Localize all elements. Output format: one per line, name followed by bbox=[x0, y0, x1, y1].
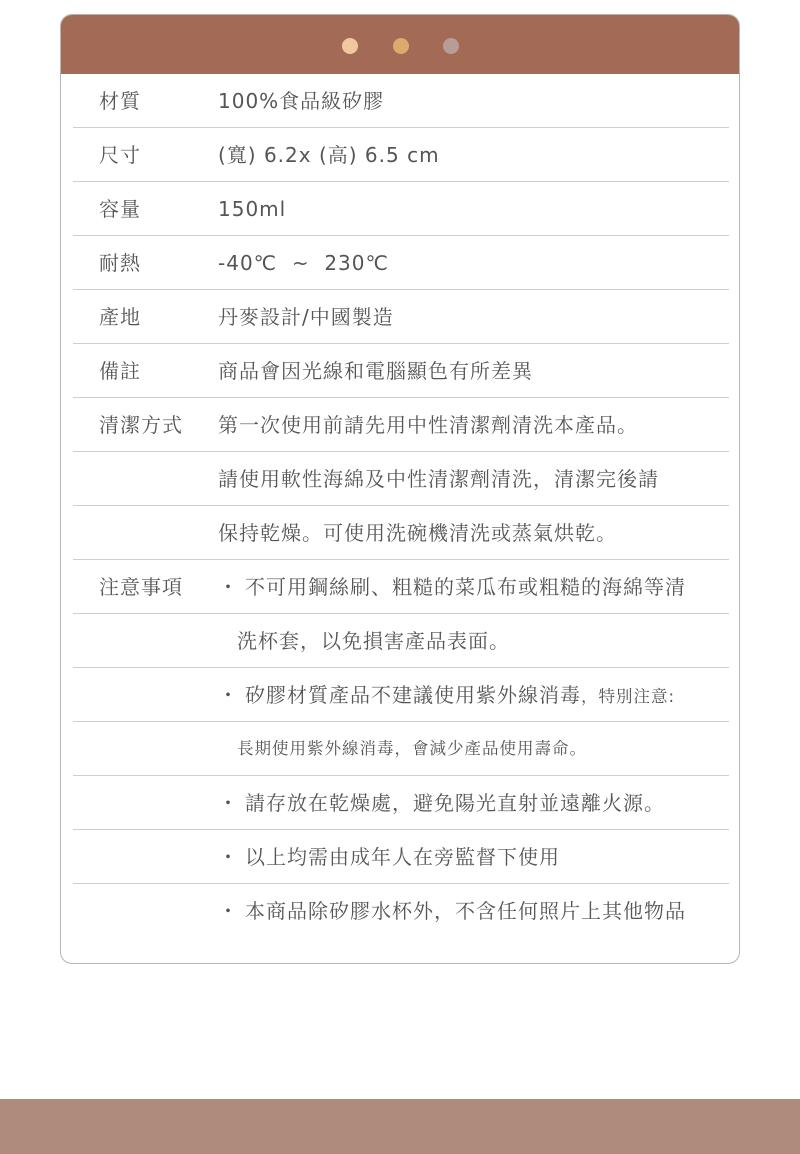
spec-row-notes-1 bbox=[73, 560, 729, 614]
footer-band bbox=[0, 1099, 800, 1154]
spec-table bbox=[73, 74, 729, 938]
spec-row-cleaning-1 bbox=[73, 398, 729, 452]
spec-row-origin bbox=[73, 290, 729, 344]
bullet-dot: ・ bbox=[218, 791, 239, 815]
spec-value-remark: 商品會因光線和電腦顯色有所差異 bbox=[218, 359, 533, 383]
spec-row-size bbox=[73, 128, 729, 182]
bullet-dot: ・ bbox=[218, 899, 239, 923]
spec-label-size: 尺寸 bbox=[99, 143, 141, 167]
notes-text-1: 不可用鋼絲刷、粗糙的菜瓜布或粗糙的海綿等清 bbox=[245, 575, 686, 599]
spec-row-capacity bbox=[73, 182, 729, 236]
spec-card bbox=[60, 14, 740, 964]
spec-label-cleaning: 清潔方式 bbox=[99, 413, 183, 437]
card-header bbox=[61, 15, 739, 74]
spec-row-notes-5 bbox=[73, 776, 729, 830]
spec-value-notes-line-7 bbox=[218, 884, 686, 938]
notes-text-7: 本商品除矽膠水杯外，不含任何照片上其他物品 bbox=[245, 899, 686, 923]
spec-row-cleaning-3 bbox=[73, 506, 729, 560]
notes-text-6: 以上均需由成年人在旁監督下使用 bbox=[245, 845, 560, 869]
spec-value-capacity: 150ml bbox=[218, 197, 287, 221]
spec-row-cleaning-2 bbox=[73, 452, 729, 506]
spec-value-cleaning-line-2: 請使用軟性海綿及中性清潔劑清洗，清潔完後請 bbox=[218, 467, 659, 491]
bullet-dot: ・ bbox=[218, 845, 239, 869]
spec-label-material: 材質 bbox=[99, 89, 141, 113]
spec-value-notes-line-3 bbox=[218, 668, 675, 724]
spec-value-notes-line-5 bbox=[218, 776, 665, 830]
spec-value-heat: -40℃ ~ 230℃ bbox=[218, 251, 389, 275]
spec-label-origin: 產地 bbox=[99, 305, 141, 329]
spec-label-heat: 耐熱 bbox=[99, 251, 141, 275]
spec-row-remark bbox=[73, 344, 729, 398]
header-dot-2 bbox=[393, 38, 409, 54]
header-dot-3 bbox=[443, 38, 459, 54]
spec-value-notes-line-4: 長期使用紫外線消毒，會減少產品使用壽命。 bbox=[237, 739, 587, 758]
spec-value-cleaning-line-3: 保持乾燥。可使用洗碗機清洗或蒸氣烘乾。 bbox=[218, 521, 617, 545]
spec-row-heat bbox=[73, 236, 729, 290]
spec-value-origin: 丹麥設計/中國製造 bbox=[218, 305, 394, 329]
spec-value-notes-line-6 bbox=[218, 830, 560, 884]
spec-row-notes-7 bbox=[73, 884, 729, 938]
bullet-dot: ・ bbox=[218, 683, 239, 707]
spec-value-notes-line-1 bbox=[218, 560, 686, 614]
notes-text-3: 矽膠材質產品不建議使用紫外線消毒 bbox=[245, 683, 581, 707]
spec-label-remark: 備註 bbox=[99, 359, 141, 383]
notes-text-5: 請存放在乾燥處，避免陽光直射並遠離火源。 bbox=[245, 791, 665, 815]
spec-row-notes-6 bbox=[73, 830, 729, 884]
spec-row-material bbox=[73, 74, 729, 128]
spec-label-capacity: 容量 bbox=[99, 197, 141, 221]
spec-value-notes-line-2: 洗杯套，以免損害產品表面。 bbox=[237, 629, 510, 653]
spec-value-material: 100%食品級矽膠 bbox=[218, 89, 385, 113]
spec-row-notes-3 bbox=[73, 668, 729, 722]
bullet-dot: ・ bbox=[218, 575, 239, 599]
spec-value-cleaning-line-1: 第一次使用前請先用中性清潔劑清洗本產品。 bbox=[218, 413, 638, 437]
spec-label-notes: 注意事項 bbox=[99, 575, 183, 599]
spec-row-notes-2 bbox=[73, 614, 729, 668]
spec-row-notes-4 bbox=[73, 722, 729, 776]
header-dot-1 bbox=[342, 38, 358, 54]
spec-value-size: (寬) 6.2x (高) 6.5 cm bbox=[218, 143, 440, 167]
notes-text-3-tail: ，特別注意: bbox=[581, 687, 676, 706]
